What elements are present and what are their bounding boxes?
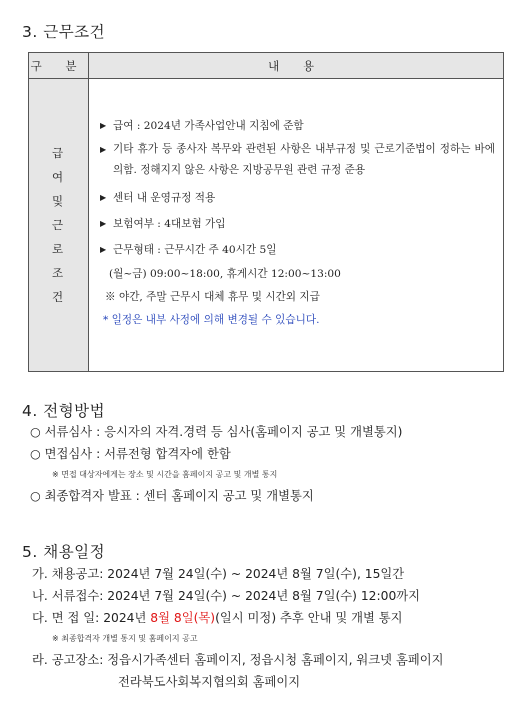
schedule-item-cont: 전라북도사회복지협의회 홈페이지 — [118, 675, 301, 689]
row-label-line: 및 — [51, 194, 76, 208]
triangle-bullet-icon: ▶ — [100, 193, 107, 202]
list-item: ▶ 근무형태 : 근무시간 주 40시간 5일 — [97, 237, 495, 263]
list-item: ▶ 센터 내 운영규정 적용 — [97, 185, 495, 211]
triangle-bullet-icon: ▶ — [100, 145, 107, 154]
row-label — [29, 79, 89, 372]
row-label-line: 근 로 — [51, 218, 76, 256]
triangle-bullet-icon: ▶ — [100, 121, 107, 130]
section4-body — [30, 421, 402, 507]
section3-title: 3. 근무조건 — [22, 23, 106, 41]
header-content: 내 용 — [89, 53, 504, 79]
work-conditions-table — [28, 52, 504, 372]
work-hours: (월~금) 09:00~18:00, 휴게시간 12:00~13:00 — [109, 268, 341, 280]
row-label-line: 조 건 — [51, 266, 76, 304]
section5-body — [32, 563, 443, 693]
section4-title: 4. 전형방법 — [22, 402, 106, 420]
schedule-item: 나. 서류접수: 2024년 7월 24일(수) ~ 2024년 8월 7일(수) 12:00까지 — [32, 589, 421, 603]
interview-date: 8월 8일(목) — [150, 611, 216, 625]
final-note: ※ 최종합격자 개별 통지 및 홈페이지 공고 — [52, 634, 198, 643]
schedule-item: 다. 면 접 일: 2024년 8월 8일(목)(일시 미정) 추후 안내 및 개별 통지 — [32, 611, 403, 625]
list-item: ▶ 급여 : 2024년 가족사업안내 지침에 준함 — [97, 113, 495, 139]
table-row — [29, 79, 504, 372]
schedule-item: 가. 채용공고: 2024년 7월 24일(수) ~ 2024년 8월 7일(수), 15일간 — [32, 567, 405, 581]
list-item: ○ 최종합격자 발표 : 센터 홈페이지 공고 및 개별통지 — [30, 489, 314, 503]
list-item: ○ 면접심사 : 서류전형 합격자에 한함 — [30, 447, 231, 461]
triangle-bullet-icon: ▶ — [100, 219, 107, 228]
header-category: 구 분 — [29, 53, 89, 79]
list-item: ▶ 기타 휴가 등 종사자 복무와 관련된 사항은 내부규정 및 근로기준법이 정하는 바에 의함. 정해지지 않은 사항은 지방공무원 관련 규정 준용 — [97, 139, 495, 181]
night-note: ※ 야간, 주말 근무시 대체 휴무 및 시간외 지급 — [105, 291, 320, 303]
triangle-bullet-icon: ▶ — [100, 245, 107, 254]
table-header-row — [29, 53, 504, 79]
schedule-item: 라. 공고장소: 정읍시가족센터 홈페이지, 정읍시청 홈페이지, 워크넷 홈페이지 — [32, 653, 444, 667]
row-label-line: 급 여 — [51, 146, 76, 184]
section5-title: 5. 채용일정 — [22, 543, 106, 561]
row-content — [89, 79, 504, 372]
schedule-note: * 일정은 내부 사정에 의해 변경될 수 있습니다. — [103, 314, 320, 326]
list-item: ○ 서류심사 : 응시자의 자격.경력 등 심사(홈페이지 공고 및 개별통지) — [30, 425, 403, 439]
list-item: ▶ 보험여부 : 4대보험 가입 — [97, 211, 495, 237]
interview-note: ※ 면접 대상자에게는 장소 및 시간을 홈페이지 공고 및 개별 통지 — [52, 470, 278, 479]
